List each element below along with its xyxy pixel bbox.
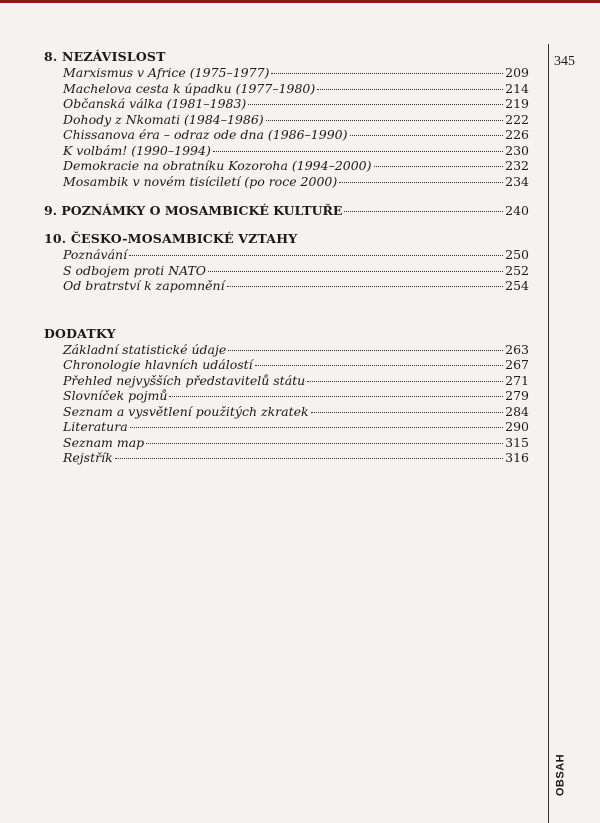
toc-entry-title: Chissanova éra – odraz ode dna (1986–1990): [63, 127, 348, 142]
dot-leader: [169, 396, 503, 397]
toc-entry[interactable]: [44, 357, 529, 373]
toc-section-chapter-9: [44, 203, 529, 219]
dot-leader: [255, 365, 503, 366]
toc-entry-page: 240: [505, 203, 529, 218]
toc-entry-page: 234: [505, 173, 529, 189]
table-of-contents: [44, 49, 529, 476]
toc-entry-page: 250: [505, 247, 529, 262]
toc-entry-title: Přehled nejvyšších představitelů státu: [63, 372, 306, 388]
dot-leader: [129, 255, 503, 256]
toc-entry-title: Od bratrství k zapomnění: [63, 278, 225, 293]
toc-entry-title: S odbojem proti NATO: [63, 262, 207, 278]
dot-leader: [374, 166, 504, 167]
top-edge-strip: [0, 0, 600, 3]
dot-leader: [307, 381, 503, 382]
chapter-heading: 8. NEZÁVISLOST: [44, 49, 166, 64]
toc-entry[interactable]: [44, 203, 529, 219]
toc-entry-title: Slovníček pojmů: [63, 388, 168, 403]
appendix-heading: DODATKY: [44, 325, 116, 341]
toc-entry[interactable]: [44, 373, 529, 389]
dot-leader: [266, 120, 503, 121]
toc-entry-title: K volbám! (1990–1994): [63, 142, 211, 158]
toc-entry-page: 279: [505, 388, 529, 403]
toc-entry-title: Poznávání: [63, 247, 128, 262]
toc-entry[interactable]: [44, 342, 529, 358]
toc-entry-page: 267: [505, 357, 529, 372]
dot-leader: [227, 286, 504, 287]
dot-leader: [228, 350, 503, 351]
toc-entry[interactable]: [44, 65, 529, 81]
toc-entry[interactable]: [44, 419, 529, 435]
toc-entry-page: 254: [505, 278, 529, 293]
toc-entry[interactable]: [44, 158, 529, 174]
toc-entry[interactable]: [44, 450, 529, 466]
toc-entry[interactable]: [44, 127, 529, 143]
toc-entry-title: Rejstřík: [63, 450, 113, 465]
toc-entry[interactable]: [44, 81, 529, 97]
toc-entry-page: 232: [505, 158, 529, 173]
toc-entry-title: Dohody z Nkomati (1984–1986): [63, 111, 264, 127]
toc-entry-title: Demokracie na obratníku Kozoroha (1994–2000): [63, 158, 372, 173]
dot-leader: [208, 271, 503, 272]
toc-entry-title: Základní statistické údaje: [63, 341, 227, 357]
toc-entry-page: 284: [505, 403, 529, 419]
page-number: 345: [554, 54, 575, 69]
toc-entry[interactable]: [44, 404, 529, 420]
dot-leader: [115, 458, 503, 459]
toc-entry-page: 316: [505, 450, 529, 465]
chapter-heading: 9. POZNÁMKY O MOSAMBICKÉ KULTUŘE: [44, 203, 343, 218]
toc-entry[interactable]: [44, 388, 529, 404]
dot-leader: [146, 443, 503, 444]
dot-leader: [339, 182, 503, 183]
toc-entry[interactable]: [44, 278, 529, 294]
dot-leader: [350, 135, 504, 136]
dot-leader: [344, 211, 503, 212]
toc-entry-title: Seznam a vysvětlení použitých zkratek: [63, 403, 309, 419]
toc-entry[interactable]: [44, 174, 529, 190]
toc-section-appendix: [44, 326, 529, 466]
dot-leader: [213, 151, 503, 152]
toc-entry-title: Občanská válka (1981–1983): [63, 96, 247, 111]
toc-entry-page: 252: [505, 262, 529, 278]
toc-entry-title: Mosambik v novém tisíciletí (po roce 2000): [63, 173, 338, 189]
toc-entry-page: 230: [505, 142, 529, 158]
toc-entry-page: 222: [505, 111, 529, 127]
toc-entry[interactable]: [44, 112, 529, 128]
toc-entry-page: 219: [505, 96, 529, 111]
toc-entry-title: Machelova cesta k úpadku (1977–1980): [63, 80, 316, 96]
toc-entry[interactable]: [44, 247, 529, 263]
toc-section-chapter-10: [44, 231, 529, 294]
toc-entry-title: Chronologie hlavních událostí: [63, 357, 253, 372]
dot-leader: [130, 427, 503, 428]
toc-entry-page: 290: [505, 419, 529, 434]
toc-entry[interactable]: [44, 263, 529, 279]
toc-entry[interactable]: [44, 435, 529, 451]
chapter-heading: 10. ČESKO-MOSAMBICKÉ VZTAHY: [44, 231, 298, 246]
toc-entry-page: 226: [505, 127, 529, 142]
section-side-label: OBSAH: [554, 753, 567, 797]
dot-leader: [311, 412, 504, 413]
toc-entry-page: 214: [505, 80, 529, 96]
toc-entry-title: Marxismus v Africe (1975–1977): [63, 65, 270, 80]
margin-rule: [548, 44, 549, 823]
dot-leader: [271, 73, 503, 74]
toc-entry[interactable]: [44, 96, 529, 112]
toc-entry-page: 315: [505, 434, 529, 450]
toc-entry-page: 263: [505, 341, 529, 357]
toc-entry-title: Seznam map: [63, 434, 145, 450]
toc-entry[interactable]: [44, 143, 529, 159]
toc-entry-page: 271: [505, 372, 529, 388]
dot-leader: [248, 104, 503, 105]
toc-entry-page: 209: [505, 65, 529, 80]
dot-leader: [317, 89, 503, 90]
toc-entry-title: Literatura: [63, 419, 128, 434]
toc-section-chapter-8: [44, 49, 529, 189]
